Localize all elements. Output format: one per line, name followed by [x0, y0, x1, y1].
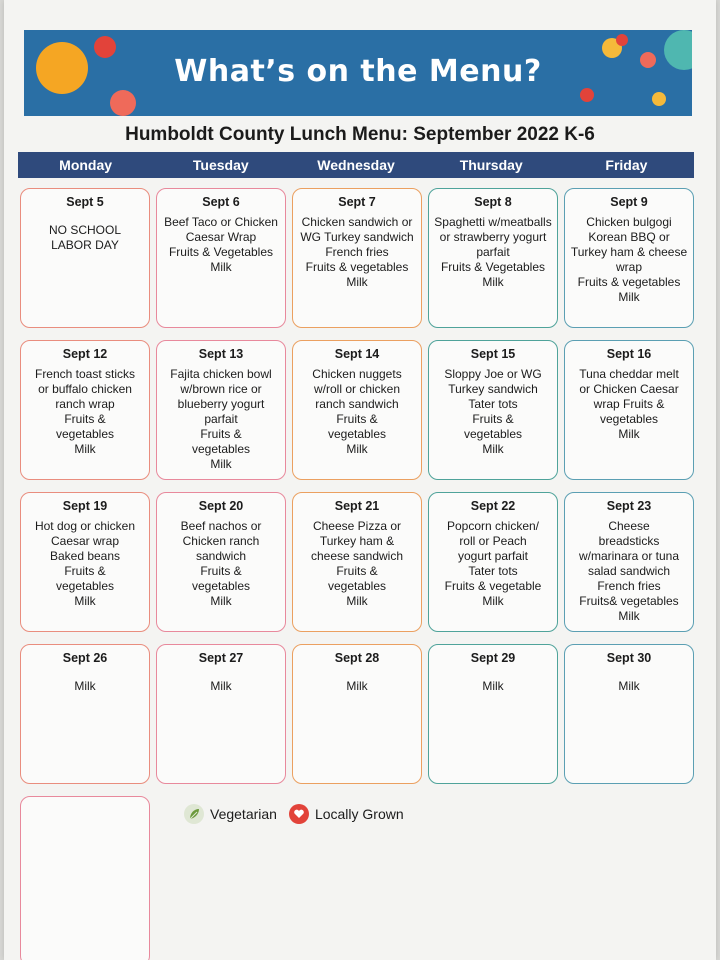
menu-item-line: w/marinara or tuna: [578, 549, 680, 563]
menu-item-line: vegetables: [327, 579, 387, 593]
menu-item-line: vegetables: [191, 442, 251, 456]
menu-item-line: vegetables: [327, 427, 387, 441]
menu-item-line: sandwich: [195, 549, 247, 563]
menu-day-cell: [20, 340, 150, 480]
menu-item-line: w/roll or chicken: [313, 382, 401, 396]
day-date: Sept 20: [198, 499, 244, 513]
menu-item-line: Tuna cheddar melt: [579, 367, 679, 381]
menu-item-line: Milk: [482, 679, 504, 693]
weekday-label: Tuesday: [192, 157, 249, 173]
weekday-header: [18, 152, 694, 178]
day-date: Sept 16: [606, 347, 652, 361]
menu-item-line: Fajita chicken bowl: [170, 367, 272, 381]
menu-item-line: Fruits& vegetables: [579, 594, 679, 608]
heart-icon: [289, 804, 309, 824]
menu-item-line: Turkey sandwich: [448, 382, 538, 396]
menu-day-cell: [156, 188, 286, 328]
menu-item-line: roll or Peach: [459, 534, 527, 548]
menu-day-cell: [156, 492, 286, 632]
menu-item-line: Beef nachos or: [180, 519, 262, 533]
day-date: Sept 15: [470, 347, 516, 361]
menu-day-cell: [156, 340, 286, 480]
menu-item-line: Beef Taco or Chicken: [164, 215, 278, 229]
day-date: Sept 27: [198, 651, 244, 665]
menu-item-line: vegetables: [599, 412, 659, 426]
menu-item-line: Milk: [482, 275, 504, 289]
menu-item-line: yogurt parfait: [457, 549, 529, 563]
menu-day-cell: [20, 188, 150, 328]
weekday-label: Thursday: [459, 157, 523, 173]
menu-item-line: or buffalo chicken: [38, 382, 132, 396]
menu-item-line: Baked beans: [49, 549, 121, 563]
menu-day-cell: [564, 644, 694, 784]
menu-item-line: French fries: [597, 579, 661, 593]
menu-item-line: Chicken ranch: [182, 534, 260, 548]
menu-page: [4, 0, 716, 960]
menu-item-line: Spaghetti w/meatballs: [434, 215, 552, 229]
weekday-label: Friday: [605, 157, 648, 173]
menu-item-line: Milk: [346, 679, 368, 693]
menu-item-line: Fruits &: [336, 564, 378, 578]
menu-item-line: vegetables: [463, 427, 523, 441]
menu-item-line: ranch sandwich: [315, 397, 399, 411]
menu-item-line: Caesar wrap: [50, 534, 120, 548]
menu-item-line: [21, 671, 149, 679]
banner-title: What’s on the Menu?: [174, 54, 542, 89]
weekday-label: Wednesday: [317, 157, 395, 173]
menu-item-line: French toast sticks: [34, 367, 136, 381]
menu-item-line: Milk: [346, 594, 368, 608]
menu-item-line: [157, 671, 285, 679]
menu-item-line: Milk: [618, 290, 640, 304]
menu-item-line: Fruits &: [200, 427, 242, 441]
menu-item-line: Milk: [74, 594, 96, 608]
day-date: Sept 26: [62, 651, 108, 665]
menu-item-line: Cheese: [608, 519, 650, 533]
menu-item-line: Korean BBQ or: [588, 230, 670, 244]
menu-item-line: parfait: [204, 412, 238, 426]
day-date: Sept 7: [338, 195, 376, 209]
menu-item-line: wrap Fruits &: [593, 397, 665, 411]
menu-item-line: breadsticks: [598, 534, 660, 548]
menu-title: Humboldt County Lunch Menu: September 2022 K-6: [125, 124, 595, 145]
menu-item-line: [565, 671, 693, 679]
day-date: Sept 21: [334, 499, 380, 513]
menu-item-line: LABOR DAY: [51, 238, 119, 252]
menu-day-cell: [564, 340, 694, 480]
menu-item-line: Chicken nuggets: [312, 367, 402, 381]
menu-item-line: Turkey ham &: [319, 534, 395, 548]
day-date: Sept 23: [606, 499, 652, 513]
menu-item-line: Milk: [346, 442, 368, 456]
menu-item-line: Popcorn chicken/: [446, 519, 540, 533]
menu-item-line: cheese sandwich: [310, 549, 404, 563]
leaf-icon: [184, 804, 204, 824]
legend-vegetarian: [184, 804, 277, 824]
day-date: Sept 30: [606, 651, 652, 665]
menu-item-line: Milk: [482, 594, 504, 608]
day-date: Sept 19: [62, 499, 108, 513]
menu-item-line: Fruits & vegetable: [444, 579, 542, 593]
menu-item-line: vegetables: [55, 427, 115, 441]
menu-day-cell: [20, 644, 150, 784]
day-date: Sept 28: [334, 651, 380, 665]
menu-item-line: Fruits &: [64, 564, 106, 578]
day-date: Sept 5: [66, 195, 104, 209]
menu-item-line: Milk: [210, 679, 232, 693]
day-date: Sept 12: [62, 347, 108, 361]
menu-item-line: Tater tots: [468, 397, 518, 411]
menu-day-cell: [428, 644, 558, 784]
menu-item-line: Milk: [482, 442, 504, 456]
menu-item-line: Fruits & Vegetables: [440, 260, 546, 274]
header-banner: [24, 30, 692, 116]
menu-item-line: or Chicken Caesar: [579, 382, 679, 396]
menu-item-line: vegetables: [191, 579, 251, 593]
menu-day-cell: [564, 492, 694, 632]
menu-item-line: Milk: [210, 457, 232, 471]
weekday-label: Monday: [59, 157, 113, 173]
menu-item-line: Chicken bulgogi: [586, 215, 672, 229]
day-date: Sept 29: [470, 651, 516, 665]
menu-day-cell: [428, 492, 558, 632]
menu-item-line: [429, 671, 557, 679]
menu-item-line: NO SCHOOL: [48, 223, 121, 237]
menu-item-line: or strawberry yogurt: [439, 230, 547, 244]
menu-item-line: Caesar Wrap: [185, 230, 257, 244]
decor-dot: [110, 90, 136, 116]
menu-item-line: ranch wrap: [55, 397, 115, 411]
menu-item-line: Cheese Pizza or: [312, 519, 402, 533]
menu-day-cell: [428, 188, 558, 328]
legend: [184, 804, 416, 824]
menu-item-line: Tater tots: [468, 564, 518, 578]
menu-item-line: Fruits &: [64, 412, 106, 426]
menu-item-line: blueberry yogurt: [177, 397, 265, 411]
menu-item-line: Fruits & Vegetables: [168, 245, 274, 259]
menu-day-cell: [292, 340, 422, 480]
menu-item-line: WG Turkey sandwich: [300, 230, 414, 244]
menu-item-line: Fruits &: [472, 412, 514, 426]
menu-item-line: Milk: [210, 594, 232, 608]
menu-item-line: Fruits & vegetables: [305, 260, 409, 274]
menu-item-line: Hot dog or chicken: [34, 519, 136, 533]
menu-item-line: w/brown rice or: [180, 382, 262, 396]
menu-day-cell: [428, 340, 558, 480]
menu-item-line: Fruits &: [200, 564, 242, 578]
empty-day-cell: [20, 796, 150, 960]
day-date: Sept 22: [470, 499, 516, 513]
menu-day-cell: [156, 644, 286, 784]
menu-day-cell: [292, 492, 422, 632]
menu-day-cell: [292, 644, 422, 784]
menu-item-line: Sloppy Joe or WG: [444, 367, 542, 381]
menu-item-line: French fries: [325, 245, 389, 259]
menu-item-line: Milk: [618, 427, 640, 441]
menu-item-line: Milk: [618, 679, 640, 693]
menu-item-line: Milk: [346, 275, 368, 289]
menu-item-line: Milk: [618, 609, 640, 623]
menu-item-line: Chicken sandwich or: [301, 215, 413, 229]
menu-item-line: parfait: [476, 245, 510, 259]
menu-item-line: Milk: [210, 260, 232, 274]
menu-item-line: salad sandwich: [587, 564, 671, 578]
legend-locally-grown-label: Locally Grown: [314, 806, 404, 822]
day-date: Sept 6: [202, 195, 240, 209]
menu-item-line: vegetables: [55, 579, 115, 593]
menu-day-cell: [564, 188, 694, 328]
day-date: Sept 8: [474, 195, 512, 209]
menu-day-cell: [20, 492, 150, 632]
day-date: Sept 14: [334, 347, 380, 361]
menu-item-line: wrap: [615, 260, 642, 274]
day-date: Sept 9: [610, 195, 648, 209]
decor-dot: [616, 34, 628, 46]
menu-item-line: Milk: [74, 679, 96, 693]
legend-locally-grown: [289, 804, 404, 824]
menu-item-line: Fruits & vegetables: [577, 275, 681, 289]
menu-item-line: [21, 215, 149, 223]
menu-item-line: Turkey ham & cheese: [570, 245, 688, 259]
decor-dot: [652, 92, 666, 106]
legend-vegetarian-label: Vegetarian: [210, 806, 277, 822]
decor-dot: [580, 88, 594, 102]
menu-item-line: [293, 671, 421, 679]
day-date: Sept 13: [198, 347, 244, 361]
menu-item-line: Fruits &: [336, 412, 378, 426]
menu-day-cell: [292, 188, 422, 328]
menu-item-line: Milk: [74, 442, 96, 456]
